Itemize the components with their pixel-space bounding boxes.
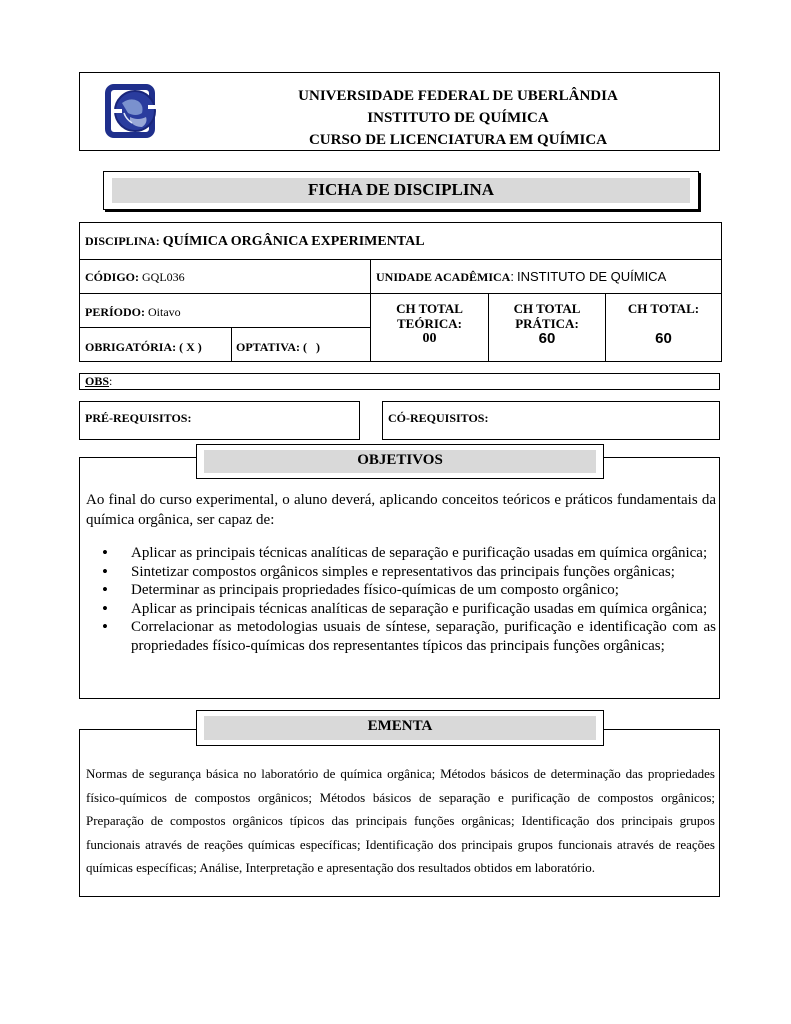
ch-total-cell	[606, 301, 721, 346]
ch-total-label: CH TOTAL:	[627, 301, 700, 316]
course-name: CURSO DE LICENCIATURA EM QUÍMICA	[308, 132, 608, 148]
ch-total-value: 60	[655, 330, 672, 347]
ch-theory-cell	[371, 301, 488, 346]
corequisites-box	[382, 401, 720, 440]
ch-theory-label-1: CH TOTAL	[396, 301, 463, 316]
academic-unit-cell: UNIDADE ACADÊMICA: INSTITUTO DE QUÍMICA	[376, 269, 667, 284]
objectives-intro: Ao final do curso experimental, o aluno deverá, aplicando conceitos teóricos e práticos fundamentais da química orgânica, ser capaz de:	[86, 492, 716, 528]
optional-cell	[236, 340, 320, 355]
ementa-title: EMENTA	[204, 716, 596, 740]
period-value: Oitavo	[148, 305, 181, 319]
optional-value: ( )	[303, 340, 321, 354]
code-value: GQL036	[142, 270, 185, 284]
objectives-title: OBJETIVOS	[204, 450, 596, 473]
ch-practice-cell	[489, 301, 605, 346]
university-logo	[102, 83, 164, 143]
list-item: • Sintetizar compostos orgânicos simples e representativos das principais funções orgânicas;	[102, 563, 716, 582]
mandatory-value: ( X )	[179, 340, 202, 354]
list-item: • Aplicar as principais técnicas analíticas de separação e purificação usadas em química orgânica;	[102, 600, 716, 619]
discipline-row: DISCIPLINA: QUÍMICA ORGÂNICA EXPERIMENTAL	[85, 234, 425, 249]
list-item: • Determinar as principais propriedades físico-químicas de um composto orgânico;	[102, 581, 716, 600]
mandatory-cell	[85, 340, 202, 355]
ch-practice-value: 60	[538, 330, 556, 347]
document-title: FICHA DE DISCIPLINA	[112, 178, 690, 203]
period-cell	[85, 305, 181, 320]
ementa-text: Normas de segurança básica no laboratório de química orgânica; Métodos básicos de determinação das propriedades físico-químicos de compostos orgânicos; Métodos básicos de separação e purificação de compostos orgânicos; Preparação de compostos orgânicos típicos das principais funções orgânicas; Identificação dos principais grupos funcionais através de reações químicas específicas; Identificação dos principais grupos funcionais através de reações químicas específicas; Análise, Interpretação e apresentação dos resultados obtidos em laboratório.	[86, 766, 715, 875]
prerequisites-label: PRÉ-REQUISITOS:	[85, 411, 192, 425]
period-label: PERÍODO:	[85, 305, 145, 319]
corequisites-label: CÓ-REQUISITOS:	[388, 411, 489, 425]
optional-label: OPTATIVA:	[236, 340, 301, 354]
discipline-label: DISCIPLINA	[85, 234, 156, 248]
ch-theory-value: 00	[422, 331, 437, 346]
obs-field: OBS:	[79, 373, 720, 390]
mandatory-label: OBRIGATÓRIA:	[85, 340, 177, 354]
obs-label: OBS	[85, 374, 110, 388]
ch-practice-label-1: CH TOTAL	[513, 301, 581, 316]
code-label: CÓDIGO:	[85, 270, 139, 284]
ementa-banner	[196, 710, 604, 746]
academic-unit-value: INSTITUTO DE QUÍMICA	[516, 269, 667, 284]
objectives-section	[79, 457, 720, 699]
university-name: UNIVERSIDADE FEDERAL DE UBERLÂNDIA	[298, 88, 618, 104]
ementa-section	[79, 729, 720, 897]
academic-unit-label: UNIDADE ACADÊMICA	[376, 270, 511, 284]
list-item: • Correlacionar as metodologias usuais de síntese, separação, purificação e identificação com as propriedades físico-químicas dos representantes típicos das principais funções orgânicas;	[102, 618, 716, 655]
institution-header	[79, 72, 720, 151]
code-cell	[85, 270, 185, 285]
document-title-frame	[103, 171, 699, 210]
discipline-name: QUÍMICA ORGÂNICA EXPERIMENTAL	[162, 234, 425, 249]
ch-theory-label-2: TEÓRICA:	[396, 316, 462, 331]
objectives-list	[102, 544, 716, 655]
ch-practice-label-2: PRÁTICA:	[515, 316, 579, 331]
discipline-info-table	[79, 222, 722, 362]
prerequisites-box	[79, 401, 360, 440]
list-item: • Aplicar as principais técnicas analíticas de separação e purificação usadas em química orgânica;	[102, 544, 716, 563]
objectives-banner	[196, 444, 604, 479]
institute-name: INSTITUTO DE QUÍMICA	[367, 110, 549, 126]
